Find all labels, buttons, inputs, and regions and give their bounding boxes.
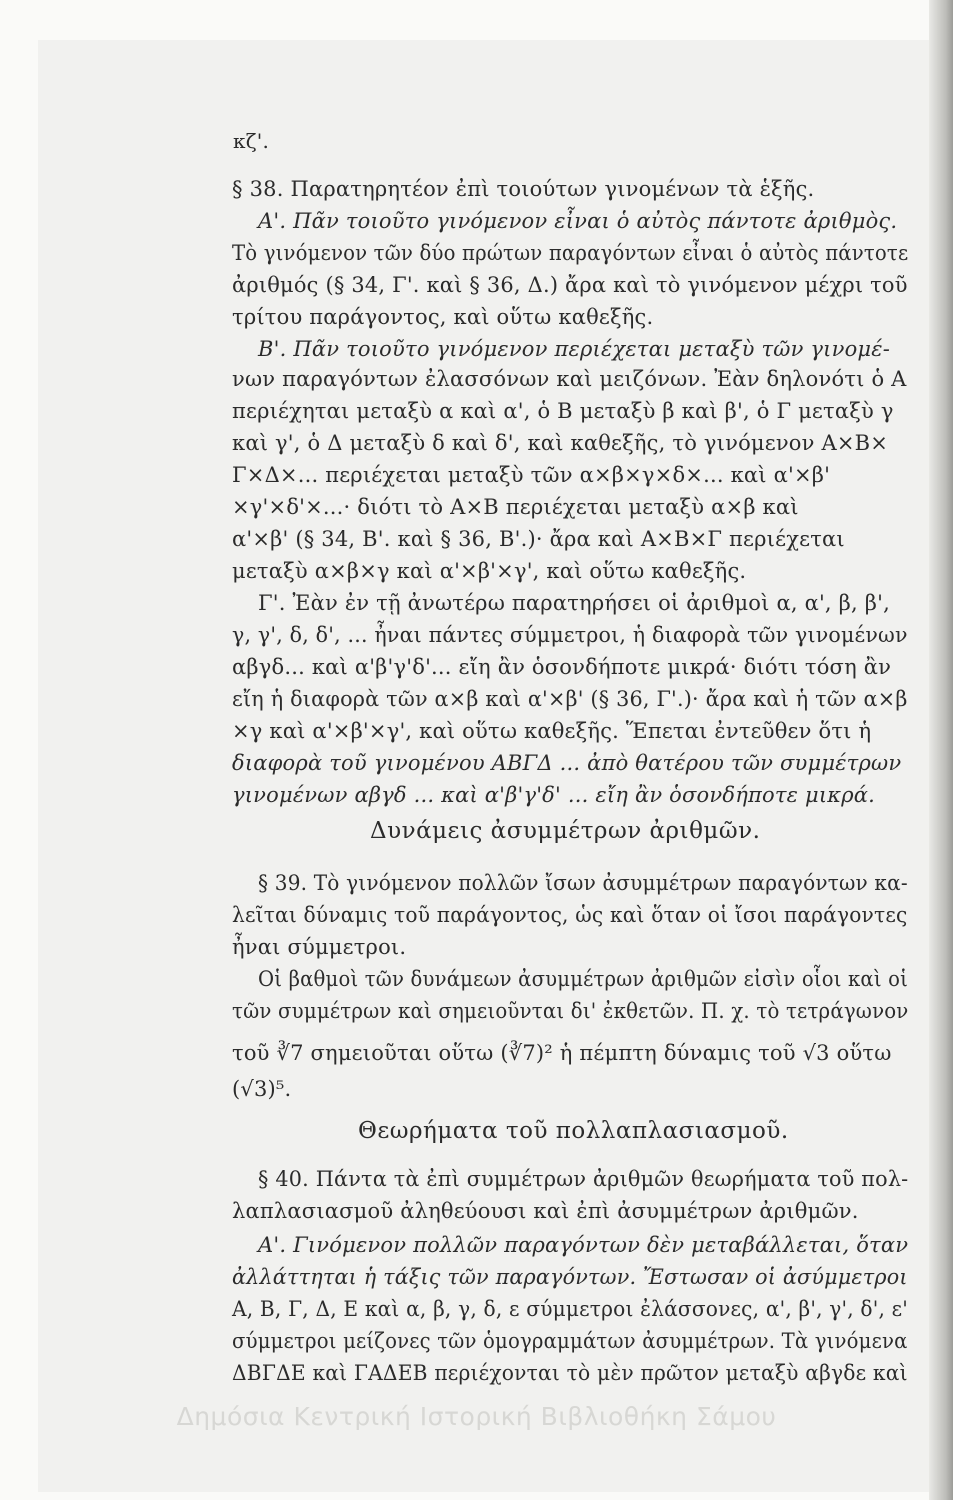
paragraph-line: Α, Β, Γ, Δ, Ε καὶ α, β, γ, δ, ε σύμμετροι ἐλάσσονες, α', β', γ', δ', ε'	[232, 1297, 909, 1321]
paragraph-line: ×γ'×δ'×...· διότι τὸ Α×Β περιέχεται μεταξὺ α×β καὶ	[232, 495, 799, 519]
paragraph-line: λαπλασιασμοῦ ἀληθεύουσι καὶ ἐπὶ ἀσυμμέτρων ἀριθμῶν.	[232, 1199, 859, 1223]
paragraph-line: αβγδ... καὶ α'β'γ'δ'... εἴη ἂν ὁσονδήποτε μικρά· διότι τόση ἂν	[232, 655, 892, 679]
paragraph-line: διαφορὰ τοῦ γινομένου ΑΒΓΔ ... ἀπὸ θατέρου τῶν συμμέτρων	[232, 751, 902, 775]
paragraph-line: σύμμετροι μείζονες τῶν ὁμογραμμάτων ἀσυμμέτρων. Τὰ γινόμενα	[232, 1329, 908, 1353]
paragraph-line: § 38. Παρατηρητέον ἐπὶ τοιούτων γινομένων τὰ ἑξῆς.	[232, 177, 815, 201]
paragraph-line: μεταξὺ α×β×γ καὶ α'×β'×γ', καὶ οὕτω καθεξῆς.	[232, 559, 747, 583]
page-number: κζ'.	[233, 129, 269, 153]
paragraph-line: α'×β' (§ 34, Β'. καὶ § 36, Β'.)· ἄρα καὶ Α×Β×Γ περιέχεται	[232, 527, 845, 551]
paragraph-line: ×γ καὶ α'×β'×γ', καὶ οὕτω καθεξῆς. Ἕπεται ἐντεῦθεν ὅτι ἡ	[232, 719, 872, 743]
paragraph-line: Α'. Πᾶν τοιοῦτο γινόμενον εἶναι ὁ αὐτὸς πάντοτε ἀριθμὸς.	[258, 209, 898, 233]
paragraph-line: ΔΒΓΔΕ καὶ ΓΑΔΕΒ περιέχονται τὸ μὲν πρῶτον μεταξὺ αβγδε καὶ	[232, 1361, 908, 1385]
paragraph-line: λεῖται δύναμις τοῦ παράγοντος, ὡς καὶ ὅταν οἱ ἴσοι παράγοντες	[232, 903, 908, 927]
paragraph-line: τρίτου παράγοντος, καὶ οὕτω καθεξῆς.	[232, 305, 654, 329]
paragraph-line: Α'. Γινόμενον πολλῶν παραγόντων δὲν μεταβάλλεται, ὅταν	[258, 1233, 909, 1257]
section-heading-powers: Δυνάμεις ἀσυμμέτρων ἀριθμῶν.	[370, 818, 761, 844]
paragraph-line: εἴη ἡ διαφορὰ τῶν α×β καὶ α'×β' (§ 36, Γ'.)· ἄρα καὶ ἡ τῶν α×β	[232, 687, 908, 711]
paragraph-line: Τὸ γινόμενον τῶν δύο πρώτων παραγόντων εἶναι ὁ αὐτὸς πάντοτε	[232, 241, 909, 265]
paragraph-line: ἦναι σύμμετροι.	[232, 935, 407, 959]
library-watermark: Δημόσια Κεντρική Ιστορική Βιβλιοθήκη Σάμου	[176, 1402, 777, 1431]
paragraph-line: Οἱ βαθμοὶ τῶν δυνάμεων ἀσυμμέτρων ἀριθμῶν εἰσὶν οἷοι καὶ οἱ	[258, 967, 909, 991]
paragraph-line: § 39. Τὸ γινόμενον πολλῶν ἴσων ἀσυμμέτρων παραγόντων κα-	[258, 871, 908, 895]
paragraph-line: § 40. Πάντα τὰ ἐπὶ συμμέτρων ἀριθμῶν θεωρήματα τοῦ πολ-	[258, 1167, 909, 1191]
paragraph-line: Γ'. Ἐὰν ἐν τῇ ἀνωτέρω παρατηρήσει οἱ ἀριθμοὶ α, α', β, β',	[258, 591, 890, 615]
paragraph-line: τοῦ ∛7 σημειοῦται οὕτω (∛7)² ἡ πέμπτη δύναμις τοῦ √3 οὕτω	[232, 1041, 892, 1065]
book-spine-shadow	[929, 0, 953, 1500]
paragraph-line: ἀλλάττηται ἡ τάξις τῶν παραγόντων. Ἔστωσαν οἱ ἀσύμμετροι	[232, 1265, 908, 1289]
paragraph-line: νων παραγόντων ἐλασσόνων καὶ μειζόνων. Ἐὰν δηλονότι ὁ Α	[232, 367, 907, 391]
paragraph-line: τῶν συμμέτρων καὶ σημειοῦνται δι' ἐκθετῶν. Π. χ. τὸ τετράγωνον	[232, 999, 909, 1023]
paragraph-line: περιέχηται μεταξὺ α καὶ α', ὁ Β μεταξὺ β καὶ β', ὁ Γ μεταξὺ γ	[232, 399, 894, 423]
paragraph-line: ἀριθμός (§ 34, Γ'. καὶ § 36, Δ.) ἄρα καὶ τὸ γινόμενον μέχρι τοῦ	[232, 273, 908, 297]
paragraph-line: γινομένων αβγδ ... καὶ α'β'γ'δ' ... εἴη ἂν ὁσονδήποτε μικρά.	[232, 783, 876, 807]
paragraph-line: γ, γ', δ, δ', ... ἦναι πάντες σύμμετροι, ἡ διαφορὰ τῶν γινομένων	[232, 623, 908, 647]
paragraph-line: (√3)⁵.	[232, 1077, 292, 1101]
paragraph-line: Γ×Δ×... περιέχεται μεταξὺ τῶν α×β×γ×δ×... καὶ α'×β'	[232, 463, 831, 487]
paragraph-line: καὶ γ', ὁ Δ μεταξὺ δ καὶ δ', καὶ καθεξῆς, τὸ γινόμενον Α×Β×	[232, 431, 889, 455]
paragraph-line: Β'. Πᾶν τοιοῦτο γινόμενον περιέχεται μεταξὺ τῶν γινομέ-	[258, 337, 891, 361]
section-heading-theorems: Θεωρήματα τοῦ πολλαπλασιασμοῦ.	[358, 1118, 789, 1144]
